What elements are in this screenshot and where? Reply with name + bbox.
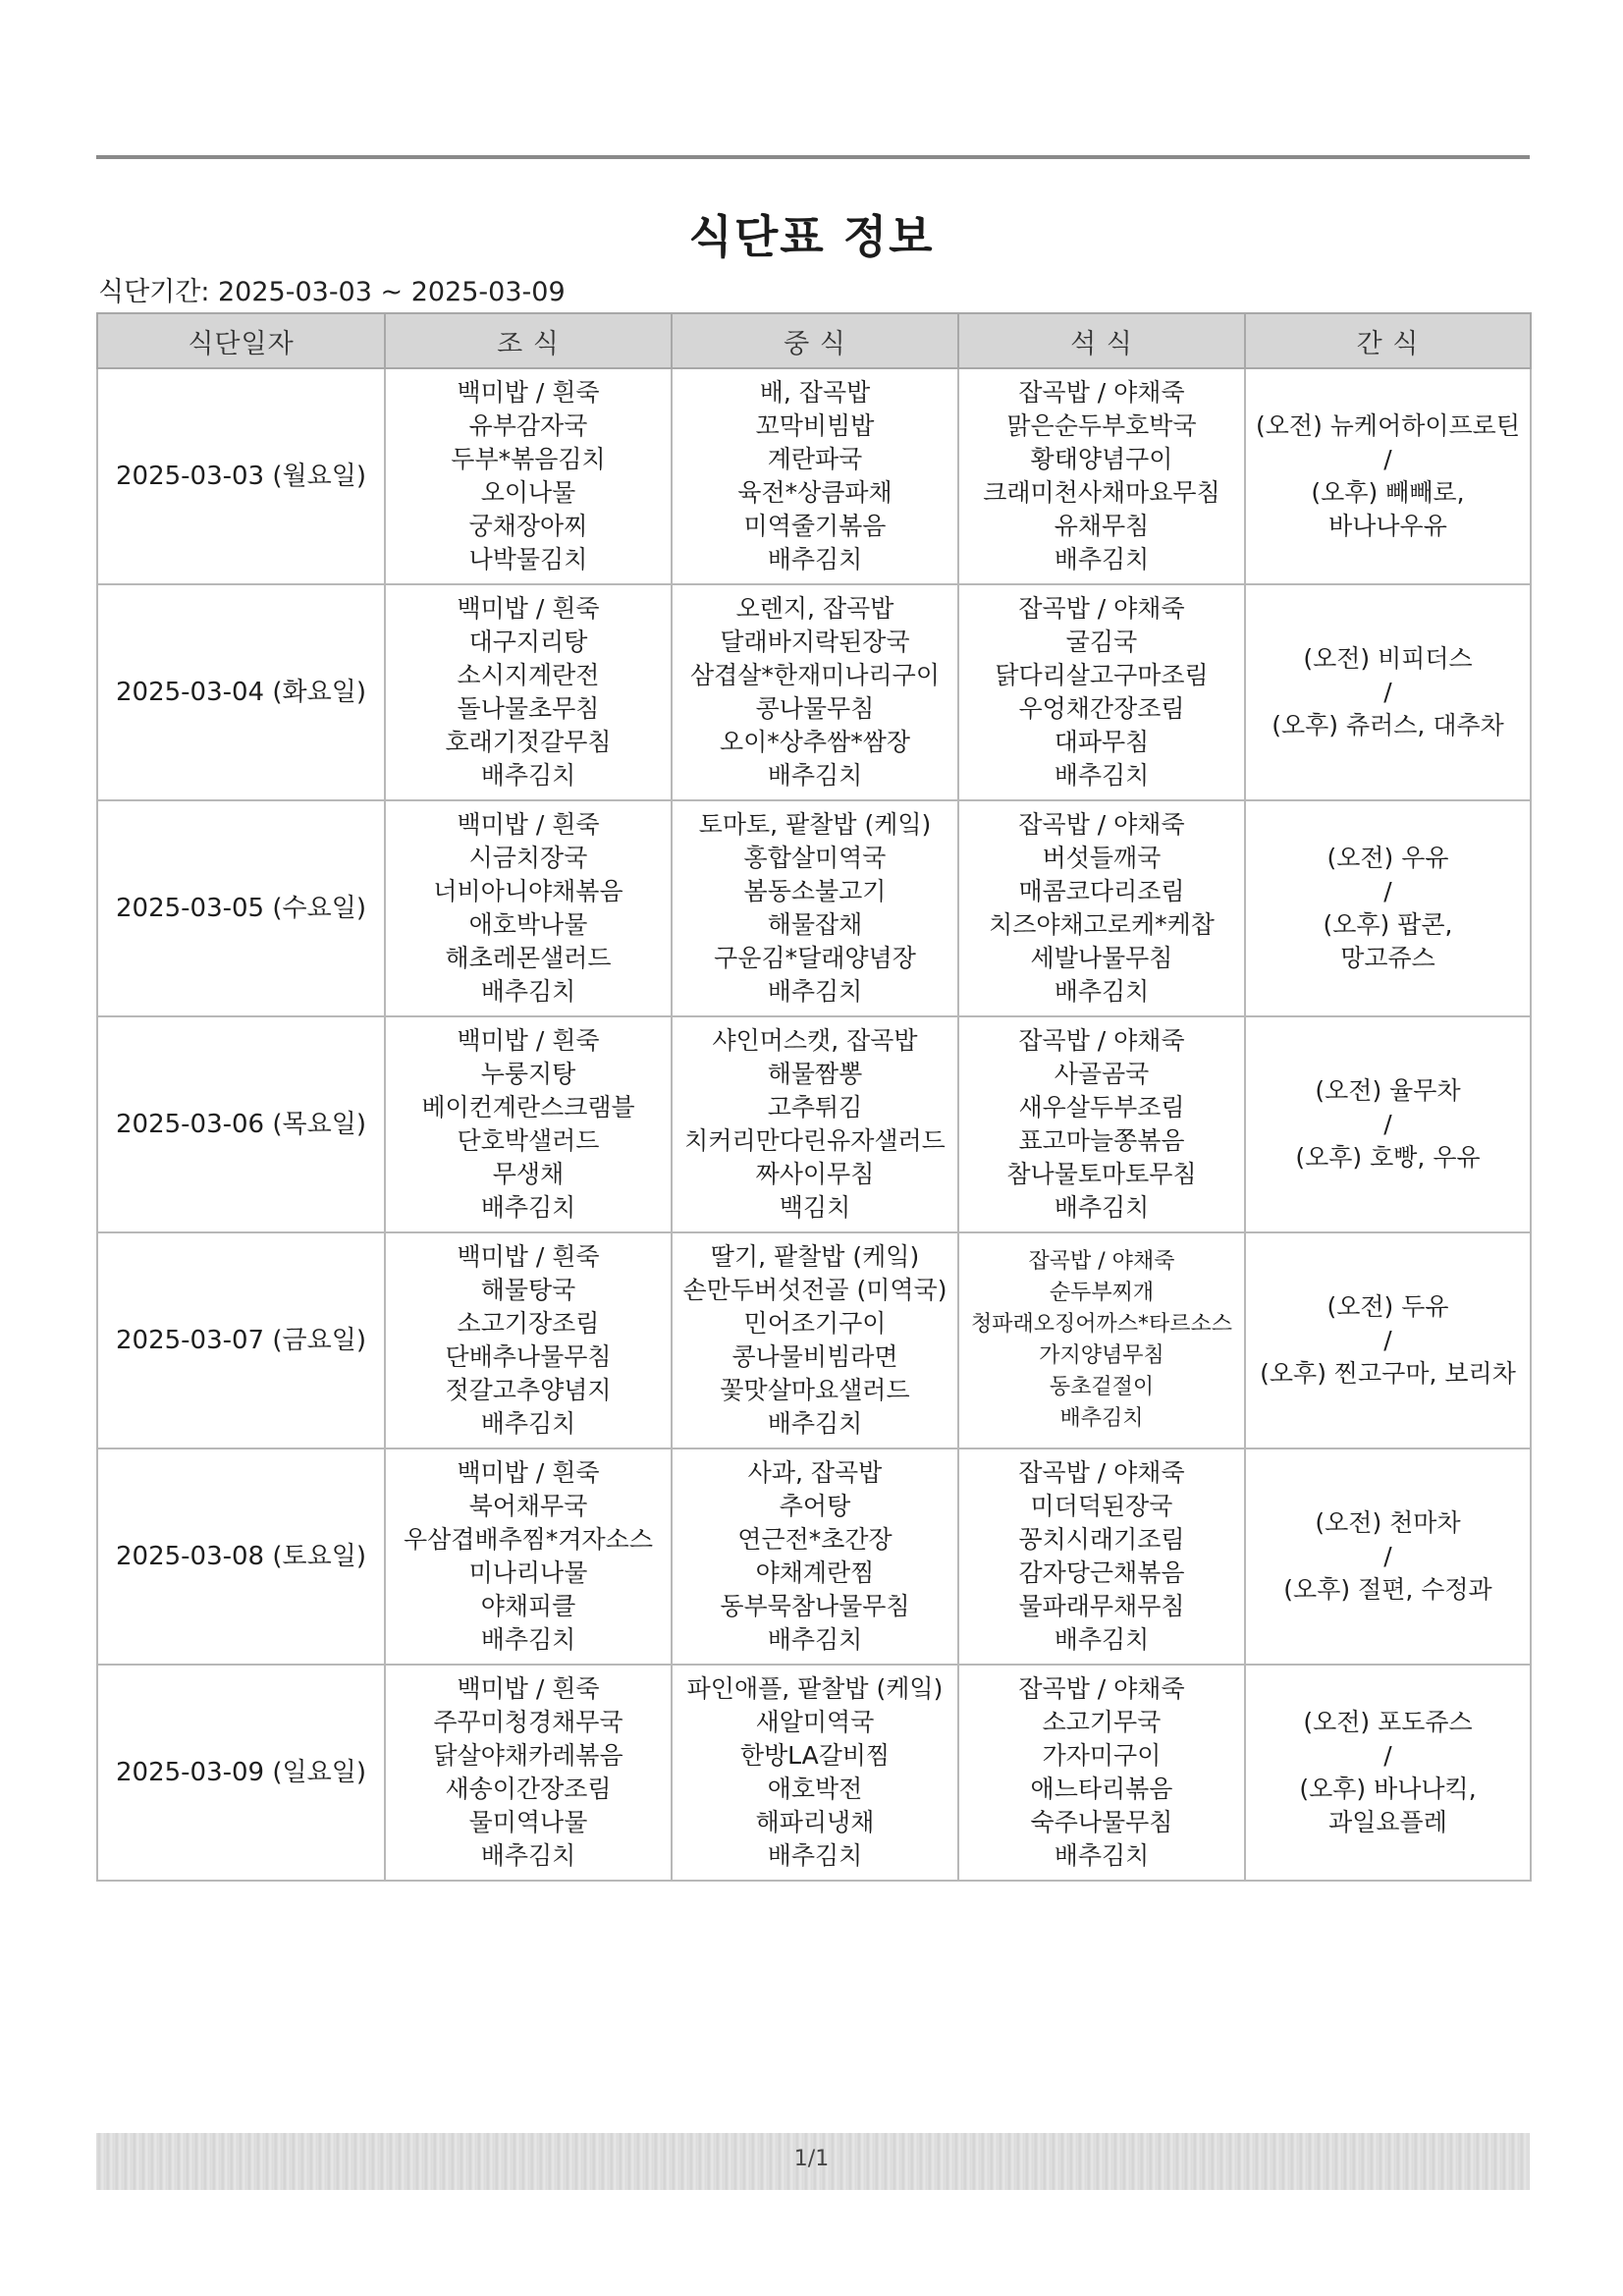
- lunch-cell: [672, 1016, 958, 1232]
- menu-item: 호래기젓갈무침: [445, 728, 612, 756]
- menu-item: 추어탕: [779, 1492, 851, 1520]
- breakfast-cell: [385, 800, 672, 1016]
- menu-item: 봄동소불고기: [743, 877, 887, 905]
- menu-item: /: [1383, 445, 1392, 473]
- snack-cell: [1245, 368, 1531, 584]
- table-row: [97, 1665, 1531, 1881]
- menu-item: (오후) 팝콘,: [1323, 910, 1453, 939]
- menu-item: 배추김치: [767, 1625, 863, 1654]
- menu-item: 고추튀김: [767, 1093, 863, 1121]
- menu-item: 새우살두부조림: [1018, 1093, 1185, 1121]
- menu-item: 치커리만다린유자샐러드: [684, 1126, 946, 1155]
- menu-item: 가자미구이: [1042, 1741, 1162, 1770]
- menu-item: 배추김치: [480, 1841, 576, 1870]
- menu-item: 사골곰국: [1054, 1060, 1150, 1088]
- menu-item: 배추김치: [767, 1409, 863, 1438]
- menu-item: /: [1383, 877, 1392, 905]
- menu-item: 배, 잡곡밥: [759, 378, 871, 407]
- menu-item: 닭다리살고구마조림: [995, 661, 1209, 689]
- menu-item: (오전) 천마차: [1315, 1508, 1461, 1537]
- top-divider: [96, 155, 1530, 159]
- lunch-cell: [672, 584, 958, 800]
- menu-item: 백미밥 / 흰죽: [457, 810, 600, 839]
- menu-item: 치즈야채고로케*케찹: [989, 910, 1215, 939]
- menu-item: 버섯들깨국: [1042, 844, 1162, 872]
- menu-item: 두부*볶음김치: [451, 445, 606, 473]
- table-row: [97, 584, 1531, 800]
- menu-item: 샤인머스캣, 잡곡밥: [712, 1026, 918, 1055]
- menu-item: 주꾸미청경채무국: [433, 1708, 623, 1736]
- menu-item: (오전) 우유: [1326, 844, 1449, 872]
- menu-item: 삼겹살*한재미나리구이: [689, 661, 940, 689]
- menu-item: 단배추나물무침: [445, 1342, 612, 1371]
- menu-item: 대구지리탕: [468, 628, 588, 656]
- menu-item: 청파래오징어까스*타르소스: [970, 1312, 1233, 1337]
- menu-item: 애호박전: [767, 1775, 863, 1803]
- menu-item: /: [1383, 1326, 1392, 1354]
- menu-item: 배추김치: [767, 1841, 863, 1870]
- menu-item: 유부감자국: [468, 411, 588, 440]
- header-dinner: 석 식: [958, 313, 1245, 368]
- date-cell: 2025-03-06 (목요일): [97, 1016, 385, 1232]
- menu-item: 오이*상추쌈*쌈장: [719, 728, 911, 756]
- menu-item: 해물잡채: [767, 910, 863, 939]
- menu-item: 표고마늘쫑볶음: [1018, 1126, 1185, 1155]
- menu-item: (오전) 비피더스: [1303, 644, 1473, 673]
- menu-item: 달래바지락된장국: [720, 628, 910, 656]
- menu-item: 홍합살미역국: [743, 844, 887, 872]
- menu-item: 바나나우유: [1328, 512, 1447, 540]
- menu-item: 백김치: [779, 1193, 851, 1222]
- menu-item: 닭살야채카레볶음: [433, 1741, 623, 1770]
- menu-item: 우삼겹배추찜*겨자소스: [403, 1525, 653, 1554]
- dinner-cell: [958, 1665, 1245, 1881]
- table-row: [97, 1232, 1531, 1449]
- menu-item: 유채무침: [1054, 512, 1150, 540]
- menu-item: 대파무침: [1054, 728, 1150, 756]
- menu-item: 백미밥 / 흰죽: [457, 1242, 600, 1271]
- menu-item: 미역줄기볶음: [743, 512, 887, 540]
- menu-item: 나박물김치: [468, 545, 588, 574]
- date-cell: 2025-03-04 (화요일): [97, 584, 385, 800]
- date-cell: 2025-03-05 (수요일): [97, 800, 385, 1016]
- menu-item: 배추김치: [480, 1193, 576, 1222]
- breakfast-cell: [385, 584, 672, 800]
- menu-item: 새송이간장조림: [445, 1775, 612, 1803]
- menu-item: 오이나물: [480, 478, 576, 507]
- menu-item: 물미역나물: [468, 1808, 588, 1836]
- dinner-cell: [958, 1232, 1245, 1449]
- menu-item: 꼬막비빔밥: [755, 411, 875, 440]
- breakfast-cell: [385, 368, 672, 584]
- menu-item: 세발나물무침: [1030, 944, 1173, 972]
- lunch-cell: [672, 800, 958, 1016]
- menu-item: 소고기장조림: [457, 1309, 600, 1338]
- menu-item: 배추김치: [767, 977, 863, 1006]
- menu-item: 미나리나물: [468, 1558, 588, 1587]
- menu-item: 베이컨계란스크램블: [421, 1093, 635, 1121]
- menu-item: 꽃맛살마요샐러드: [720, 1376, 910, 1404]
- menu-item: 잡곡밥 / 야채죽: [1018, 378, 1185, 407]
- menu-item: 토마토, 팥찰밥 (케잌): [698, 810, 932, 839]
- menu-item: (오후) 호빵, 우유: [1295, 1143, 1481, 1172]
- snack-cell: [1245, 1016, 1531, 1232]
- menu-item: 소시지계란전: [457, 661, 600, 689]
- snack-cell: [1245, 1665, 1531, 1881]
- menu-item: (오후) 찐고구마, 보리차: [1260, 1359, 1516, 1388]
- dinner-cell: [958, 584, 1245, 800]
- snack-cell: [1245, 584, 1531, 800]
- menu-item: 연근전*초간장: [737, 1525, 893, 1554]
- menu-item: 배추김치: [1054, 1625, 1150, 1654]
- menu-item: 배추김치: [1054, 545, 1150, 574]
- menu-item: 굴김국: [1065, 628, 1138, 656]
- menu-item: 백미밥 / 흰죽: [457, 378, 600, 407]
- menu-item: /: [1383, 1110, 1392, 1138]
- menu-item: 매콤코다리조림: [1018, 877, 1185, 905]
- header-snack: 간 식: [1245, 313, 1531, 368]
- page-title: 식단표 정보: [688, 210, 935, 263]
- lunch-cell: [672, 1232, 958, 1449]
- menu-item: (오전) 포도쥬스: [1303, 1708, 1473, 1736]
- menu-item: 민어조기구이: [743, 1309, 887, 1338]
- menu-item: 참나물토마토무침: [1006, 1160, 1197, 1188]
- lunch-cell: [672, 1665, 958, 1881]
- menu-item: 백미밥 / 흰죽: [457, 594, 600, 623]
- menu-item: 짜사이무침: [755, 1160, 875, 1188]
- lunch-cell: [672, 368, 958, 584]
- menu-item: 배추김치: [1054, 977, 1150, 1006]
- menu-item: (오전) 두유: [1326, 1292, 1449, 1321]
- page-number: 1/1: [793, 2147, 830, 2171]
- menu-item: 잡곡밥 / 야채죽: [1018, 1026, 1185, 1055]
- menu-item: 궁채장아찌: [468, 512, 588, 540]
- header-lunch: 중 식: [672, 313, 958, 368]
- menu-item: 육전*상큼파채: [737, 478, 893, 507]
- menu-item: 사과, 잡곡밥: [747, 1458, 883, 1487]
- menu-item: 젓갈고추양념지: [445, 1376, 612, 1404]
- dinner-cell: [958, 1016, 1245, 1232]
- menu-item: (오후) 빼빼로,: [1311, 478, 1465, 507]
- menu-item: 해물탕국: [480, 1276, 576, 1304]
- menu-item: 배추김치: [767, 545, 863, 574]
- lunch-cell: [672, 1449, 958, 1665]
- menu-item: /: [1383, 678, 1392, 706]
- header-breakfast: 조 식: [385, 313, 672, 368]
- menu-item: 콩나물무침: [755, 694, 875, 723]
- menu-item: 배추김치: [480, 1625, 576, 1654]
- menu-item: 배추김치: [480, 1409, 576, 1438]
- header-date: 식단일자: [97, 313, 385, 368]
- dinner-cell: [958, 1449, 1245, 1665]
- snack-cell: [1245, 800, 1531, 1016]
- breakfast-cell: [385, 1449, 672, 1665]
- menu-item: 맑은순두부호박국: [1006, 411, 1197, 440]
- menu-item: 배추김치: [480, 977, 576, 1006]
- menu-table: [96, 312, 1532, 1882]
- breakfast-cell: [385, 1665, 672, 1881]
- breakfast-cell: [385, 1232, 672, 1449]
- menu-item: 잡곡밥 / 야채죽: [1028, 1249, 1175, 1274]
- menu-item: 손만두버섯전골 (미역국): [682, 1276, 947, 1304]
- menu-table-body: [97, 368, 1531, 1881]
- menu-item: 돌나물초무침: [457, 694, 600, 723]
- menu-item: 동부묵참나물무침: [720, 1592, 910, 1620]
- table-row: [97, 368, 1531, 584]
- menu-item: 애호박나물: [468, 910, 588, 939]
- menu-item: (오후) 츄러스, 대추차: [1271, 711, 1504, 739]
- date-cell: 2025-03-08 (토요일): [97, 1449, 385, 1665]
- dinner-cell: [958, 800, 1245, 1016]
- menu-item: 잡곡밥 / 야채죽: [1018, 1458, 1185, 1487]
- menu-item: 북어채무국: [468, 1492, 588, 1520]
- date-cell: 2025-03-07 (금요일): [97, 1232, 385, 1449]
- table-row: [97, 1016, 1531, 1232]
- menu-item: /: [1383, 1542, 1392, 1570]
- menu-item: 배추김치: [480, 761, 576, 790]
- dinner-cell: [958, 368, 1245, 584]
- menu-item: 동초겉절이: [1049, 1375, 1155, 1399]
- menu-item: 배추김치: [767, 761, 863, 790]
- menu-item: 애느타리볶음: [1030, 1775, 1173, 1803]
- menu-item: 오렌지, 잡곡밥: [735, 594, 894, 623]
- menu-item: 망고쥬스: [1340, 944, 1435, 972]
- menu-item: 소고기무국: [1042, 1708, 1162, 1736]
- menu-item: 시금치장국: [468, 844, 588, 872]
- table-header-row: [97, 313, 1531, 368]
- menu-item: 잡곡밥 / 야채죽: [1018, 810, 1185, 839]
- menu-item: 콩나물비빔라면: [731, 1342, 898, 1371]
- menu-item: 구운김*달래양념장: [714, 944, 916, 972]
- menu-item: 잡곡밥 / 야채죽: [1018, 1674, 1185, 1703]
- menu-item: 배추김치: [1054, 761, 1150, 790]
- menu-item: 단호박샐러드: [457, 1126, 600, 1155]
- menu-item: 무생채: [492, 1160, 565, 1188]
- menu-item: (오전) 뉴케어하이프로틴: [1256, 411, 1520, 440]
- date-cell: 2025-03-03 (월요일): [97, 368, 385, 584]
- menu-item: 야채피클: [480, 1592, 576, 1620]
- menu-item: 누룽지탕: [480, 1060, 576, 1088]
- menu-item: 야채계란찜: [755, 1558, 875, 1587]
- menu-item: (오후) 바나나킥,: [1299, 1775, 1477, 1803]
- menu-item: 배추김치: [1054, 1841, 1150, 1870]
- snack-cell: [1245, 1232, 1531, 1449]
- menu-item: 해물짬뽕: [767, 1060, 863, 1088]
- menu-item: /: [1383, 1741, 1392, 1770]
- menu-item: 백미밥 / 흰죽: [457, 1026, 600, 1055]
- breakfast-cell: [385, 1016, 672, 1232]
- menu-item: 우엉채간장조림: [1018, 694, 1185, 723]
- menu-item: 배추김치: [1054, 1193, 1150, 1222]
- menu-item: (오전) 율무차: [1315, 1076, 1461, 1105]
- menu-item: 크래미천사채마요무침: [983, 478, 1220, 507]
- menu-item: 딸기, 팥찰밥 (케잌): [710, 1242, 920, 1271]
- menu-item: 너비아니야채볶음: [433, 877, 623, 905]
- menu-item: 순두부찌개: [1049, 1281, 1155, 1305]
- snack-cell: [1245, 1449, 1531, 1665]
- menu-item: 배추김치: [1059, 1406, 1144, 1431]
- menu-item: 해초레몬샐러드: [445, 944, 612, 972]
- menu-item: 잡곡밥 / 야채죽: [1018, 594, 1185, 623]
- menu-item: 새알미역국: [755, 1708, 875, 1736]
- menu-item: 한방LA갈비찜: [739, 1741, 891, 1770]
- menu-item: 물파래무채무침: [1018, 1592, 1185, 1620]
- menu-item: 과일요플레: [1328, 1808, 1447, 1836]
- menu-item: 해파리냉채: [755, 1808, 875, 1836]
- menu-item: 감자당근채볶음: [1018, 1558, 1185, 1587]
- menu-item: 꽁치시래기조림: [1018, 1525, 1185, 1554]
- table-row: [97, 1449, 1531, 1665]
- date-cell: 2025-03-09 (일요일): [97, 1665, 385, 1881]
- menu-item: 계란파국: [767, 445, 863, 473]
- table-row: [97, 800, 1531, 1016]
- menu-item: 미더덕된장국: [1030, 1492, 1173, 1520]
- menu-item: 숙주나물무침: [1030, 1808, 1173, 1836]
- menu-item: 백미밥 / 흰죽: [457, 1674, 600, 1703]
- menu-item: 황태양념구이: [1030, 445, 1173, 473]
- menu-item: 파인애플, 팥찰밥 (케잌): [686, 1674, 944, 1703]
- menu-item: (오후) 절편, 수정과: [1283, 1575, 1492, 1604]
- menu-item: 가지양념무침: [1039, 1343, 1164, 1368]
- menu-item: 백미밥 / 흰죽: [457, 1458, 600, 1487]
- menu-period: 식단기간: 2025-03-03 ~ 2025-03-09: [98, 277, 566, 307]
